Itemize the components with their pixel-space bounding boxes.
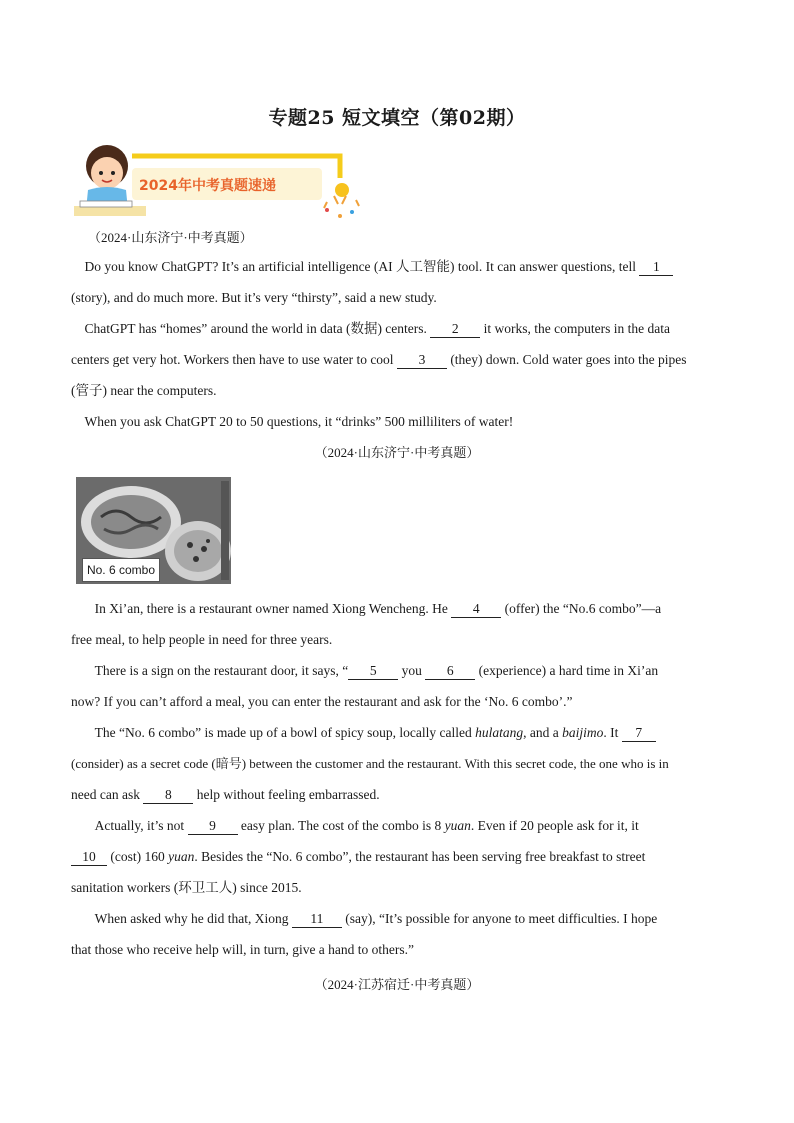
paragraph-line (71, 313, 721, 344)
paragraph-line (71, 841, 721, 872)
paragraph-line (71, 593, 721, 624)
text-span: free meal, to help people in need for three years. (71, 632, 333, 647)
text-span: help without feeling embarrassed. (196, 787, 380, 802)
text-span: The “No. 6 combo” is made up of a bowl of spicy soup, locally called (94, 725, 472, 740)
paragraph-line (71, 686, 721, 717)
paragraph-line (71, 872, 721, 903)
paragraph-line (71, 282, 721, 313)
text-span: ChatGPT has “homes” around the world in data (数据) centers. (84, 321, 427, 336)
text-span: (consider) as a secret code (暗号) between the customer and the restaurant. With this secret code, the one who is in (71, 756, 669, 771)
answer-blank[interactable]: 1 (639, 259, 673, 276)
text-span: . Besides the “No. 6 combo”, the restaurant has been serving free breakfast to street (194, 849, 646, 864)
source-label: （2024·山东济宁·中考真题） (88, 230, 253, 245)
text-span: (they) down. Cold water goes into the pipes (450, 352, 687, 367)
paragraph-line (71, 748, 721, 779)
italic-term: baijimo (562, 725, 604, 740)
text-span: (say), “It’s possible for anyone to meet difficulties. I hope (345, 911, 658, 926)
text-span: (story), and do much more. But it’s very “thirsty”, said a new study. (71, 290, 437, 305)
paragraph-line (71, 934, 721, 965)
text-span: (experience) a hard time in Xi’an (478, 663, 659, 678)
paragraph-line (71, 717, 721, 748)
text-span: When asked why he did that, Xiong (94, 911, 289, 926)
answer-blank[interactable]: 8 (143, 787, 193, 804)
paragraph-line (71, 810, 721, 841)
text-span: it works, the computers in the data (483, 321, 671, 336)
text-span: (cost) 160 (110, 849, 165, 864)
source-label: （2024·江苏宿迁·中考真题） (314, 977, 480, 992)
text-span: . It (603, 725, 619, 740)
paragraph-line (71, 779, 721, 810)
text-span: now? If you can’t afford a meal, you can enter the restaurant and ask for the ‘No. 6 combo’.” (71, 694, 573, 709)
answer-blank[interactable]: 9 (188, 818, 238, 835)
paragraph-line (71, 375, 721, 406)
text-span: (offer) the “No.6 combo”—a (504, 601, 662, 616)
answer-blank[interactable]: 2 (430, 321, 480, 338)
text-span: Do you know ChatGPT? It’s an artificial intelligence (AI 人工智能) tool. It can answer questions, tell (84, 259, 636, 274)
text-span: need can ask (71, 787, 140, 802)
paragraph-line (71, 251, 721, 282)
text-span: centers get very hot. Workers then have to use water to cool (71, 352, 394, 367)
photo-label: No. 6 combo (82, 558, 160, 582)
answer-blank[interactable]: 10 (71, 849, 107, 866)
text-span: , and a (523, 725, 559, 740)
answer-blank[interactable]: 4 (451, 601, 501, 618)
answer-blank[interactable]: 6 (425, 663, 475, 680)
text-span: In Xi’an, there is a restaurant owner named Xiong Wencheng. He (94, 601, 448, 616)
italic-term: yuan (168, 849, 195, 864)
answer-blank[interactable]: 5 (348, 663, 398, 680)
source-label: （2024·山东济宁·中考真题） (314, 445, 480, 460)
text-span: Actually, it’s not (94, 818, 185, 833)
paragraph-line (71, 903, 721, 934)
text-span: that those who receive help will, in turn, give a hand to others.” (71, 942, 415, 957)
text-span: (管子) near the computers. (71, 383, 217, 398)
text-span: . Even if 20 people ask for it, it (470, 818, 639, 833)
answer-blank[interactable]: 11 (292, 911, 342, 928)
page-title: 专题25 短文填空（第02期） (268, 107, 526, 129)
text-span: When you ask ChatGPT 20 to 50 questions, it “drinks” 500 milliliters of water! (84, 414, 514, 429)
italic-term: yuan (444, 818, 471, 833)
text-span: you (401, 663, 422, 678)
banner-text: 2024年中考真题速递 (139, 178, 276, 194)
paragraph-line (71, 344, 721, 375)
answer-blank[interactable]: 3 (397, 352, 447, 369)
text-span: There is a sign on the restaurant door, it says, “ (94, 663, 349, 678)
paragraph-line (71, 624, 721, 655)
answer-blank[interactable]: 7 (622, 725, 656, 742)
italic-term: hulatang (475, 725, 524, 740)
text-span: sanitation workers (环卫工人) since 2015. (71, 880, 302, 895)
text-span: easy plan. The cost of the combo is 8 (240, 818, 442, 833)
paragraph-line (71, 655, 721, 686)
paragraph-line (71, 406, 721, 437)
